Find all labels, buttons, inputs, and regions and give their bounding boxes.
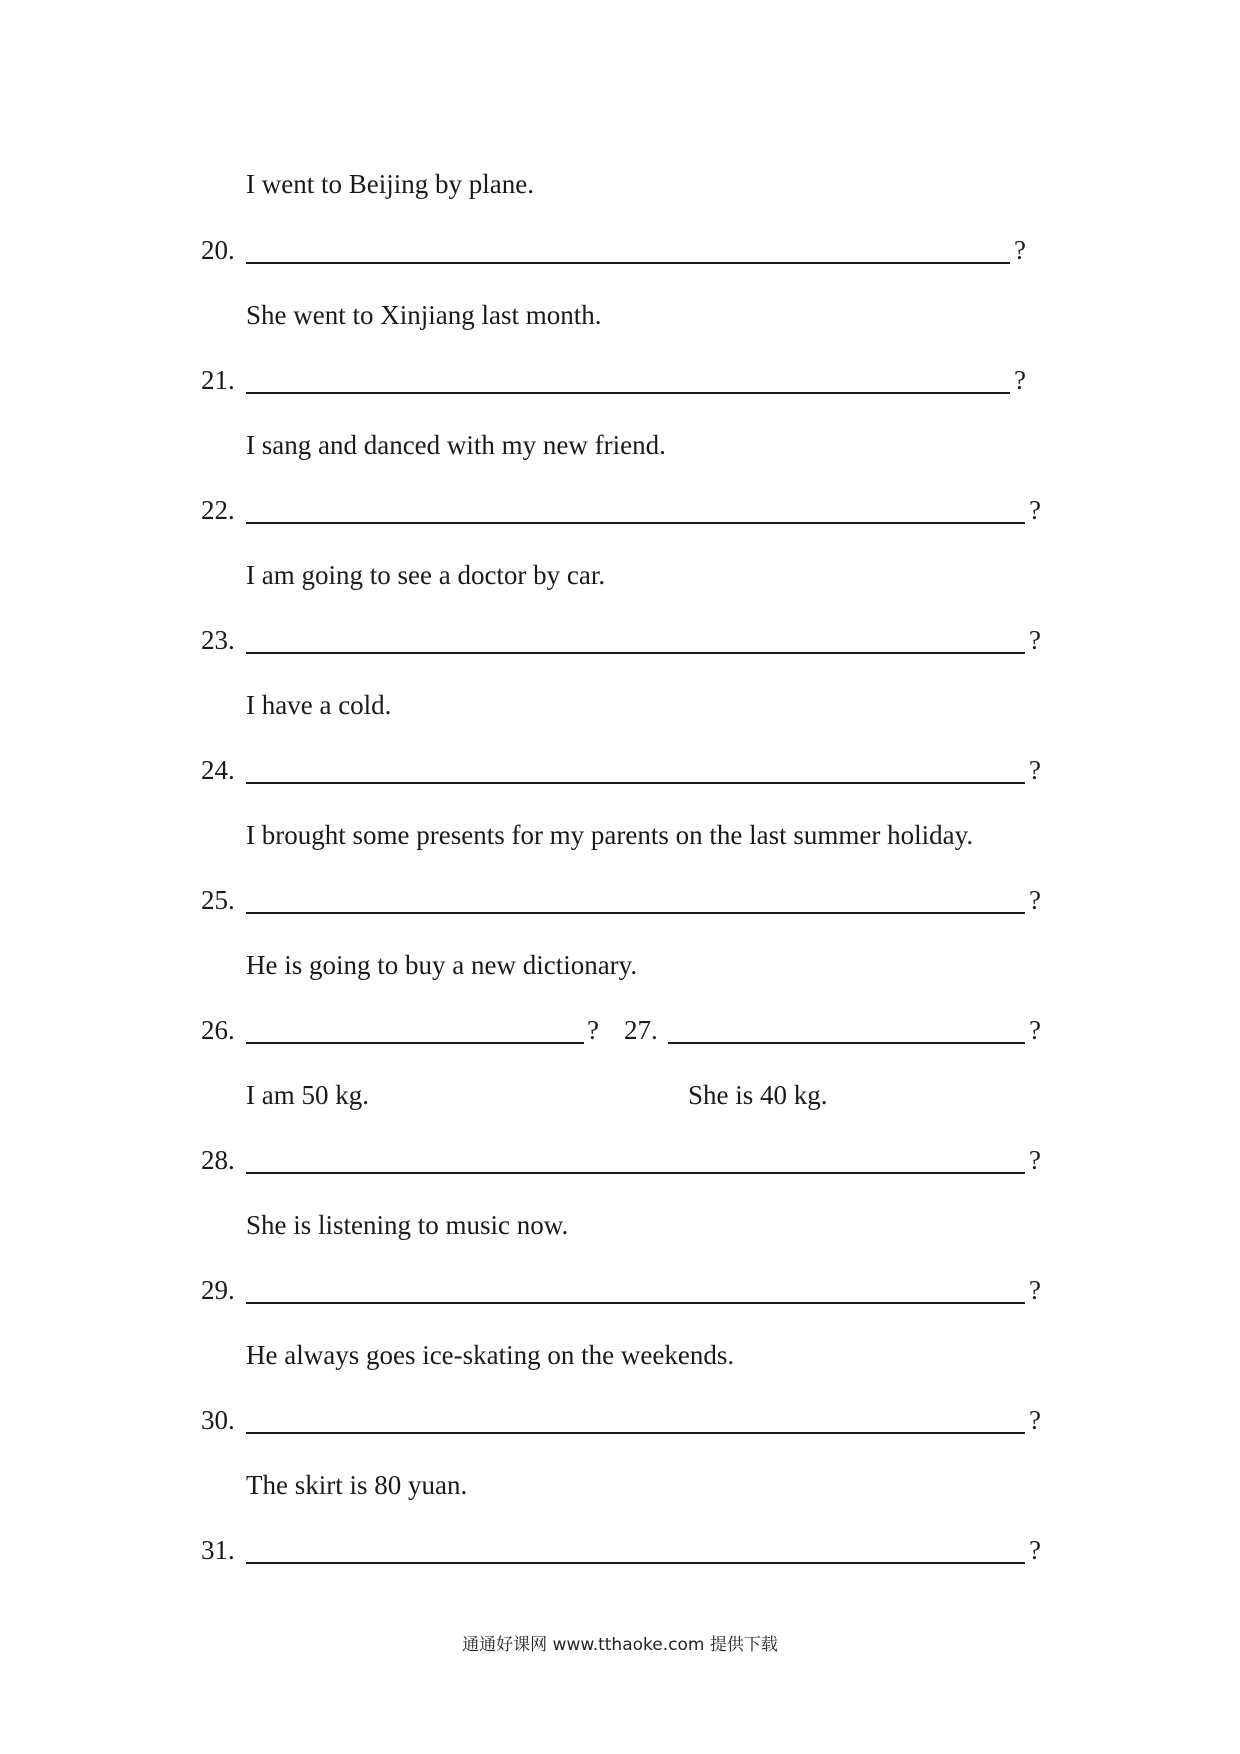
page-footer: 通通好课网 www.tthaoke.com 提供下载 (462, 1635, 778, 1655)
question-row-28 (0, 1140, 1240, 1180)
answer-text: The skirt is 80 yuan. (246, 1470, 468, 1500)
answer-text: I went to Beijing by plane. (246, 169, 534, 199)
question-mark: ? (1029, 625, 1041, 655)
answer-text: I brought some presents for my parents on the last summer holiday. (246, 820, 974, 850)
answer-blank[interactable] (246, 262, 1010, 264)
question-number: 30. (201, 1405, 235, 1435)
question-row-20 (0, 230, 1240, 270)
question-number: 25. (201, 885, 235, 915)
answer-text: He is going to buy a new dictionary. (246, 950, 638, 980)
question-number: 26. (201, 1015, 235, 1045)
question-mark: ? (1029, 1145, 1041, 1175)
question-mark: ? (587, 1015, 599, 1045)
question-mark: ? (1029, 1275, 1041, 1305)
question-number: 20. (201, 235, 235, 265)
question-number: 28. (201, 1145, 235, 1175)
question-number: 29. (201, 1275, 235, 1305)
answer-blank[interactable] (246, 1562, 1025, 1564)
question-number: 21. (201, 365, 235, 395)
answer-blank[interactable] (246, 1432, 1025, 1434)
question-number: 22. (201, 495, 235, 525)
answer-text: She went to Xinjiang last month. (246, 300, 602, 330)
question-mark: ? (1014, 235, 1026, 265)
answer-blank[interactable] (668, 1042, 1025, 1044)
answer-text: I have a cold. (246, 690, 392, 720)
question-row-24 (0, 750, 1240, 790)
question-mark: ? (1014, 365, 1026, 395)
answer-blank[interactable] (246, 1302, 1025, 1304)
question-number: 27. (624, 1015, 658, 1045)
question-row-29 (0, 1270, 1240, 1310)
question-number: 31. (201, 1535, 235, 1565)
answer-blank[interactable] (246, 1172, 1025, 1174)
question-row-25 (0, 880, 1240, 920)
answer-text: She is listening to music now. (246, 1210, 569, 1240)
answer-text: I am 50 kg. (246, 1080, 369, 1110)
answer-blank[interactable] (246, 652, 1025, 654)
answer-blank[interactable] (246, 912, 1025, 914)
question-mark: ? (1029, 495, 1041, 525)
question-mark: ? (1029, 885, 1041, 915)
question-number: 23. (201, 625, 235, 655)
question-row-30 (0, 1400, 1240, 1440)
question-row-21 (0, 360, 1240, 400)
answer-text: I sang and danced with my new friend. (246, 430, 666, 460)
question-mark: ? (1029, 755, 1041, 785)
answer-text: He always goes ice-skating on the weekends. (246, 1340, 735, 1370)
question-row-31 (0, 1530, 1240, 1570)
answer-blank[interactable] (246, 1042, 584, 1044)
question-number: 24. (201, 755, 235, 785)
answer-text: I am going to see a doctor by car. (246, 560, 606, 590)
question-mark: ? (1029, 1405, 1041, 1435)
answer-blank[interactable] (246, 782, 1025, 784)
question-mark: ? (1029, 1535, 1041, 1565)
answer-blank[interactable] (246, 392, 1010, 394)
question-row-23 (0, 620, 1240, 660)
question-mark: ? (1029, 1015, 1041, 1045)
answer-blank[interactable] (246, 522, 1025, 524)
question-row-26-27 (0, 1010, 1240, 1050)
answer-text: She is 40 kg. (688, 1080, 828, 1110)
question-row-22 (0, 490, 1240, 530)
